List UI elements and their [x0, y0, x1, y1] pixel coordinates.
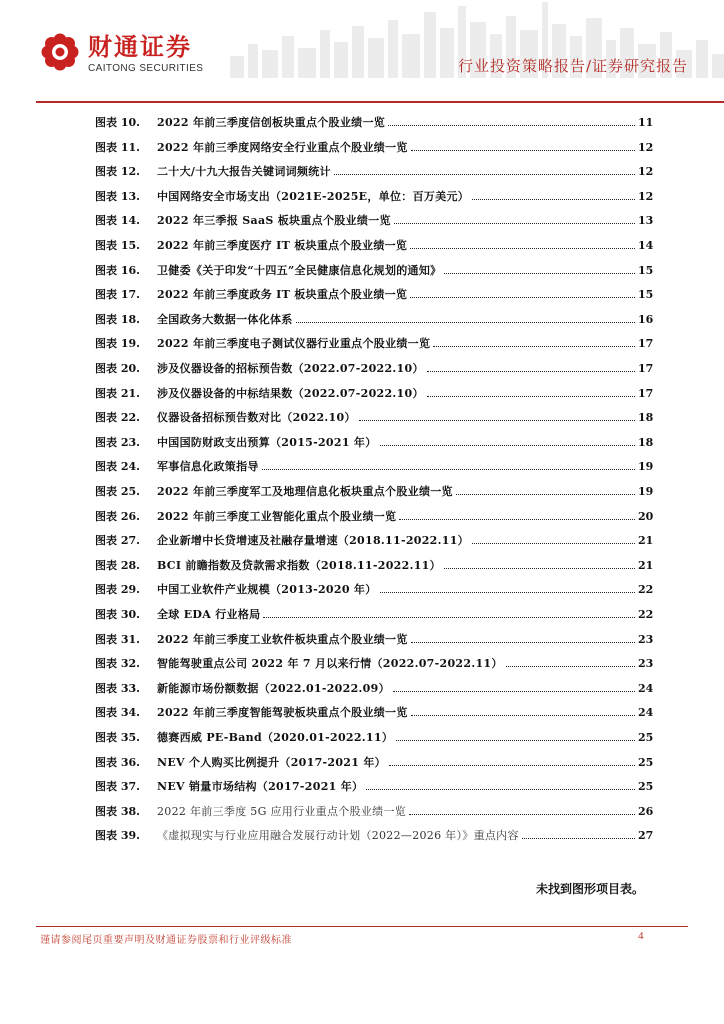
- dot-leader: [262, 457, 635, 470]
- figure-title: 2022 年前三季度军工及地理信息化板块重点个股业绩一览: [157, 485, 453, 498]
- figure-entry[interactable]: [95, 531, 652, 549]
- dot-leader: [411, 138, 635, 151]
- figure-number: 图表 36.: [95, 755, 140, 769]
- figure-entry[interactable]: [95, 359, 652, 377]
- dot-leader: [263, 605, 635, 618]
- figure-title: 新能源市场份额数据（2022.01-2022.09）: [157, 681, 390, 695]
- figure-number: 图表 13.: [95, 189, 140, 203]
- figure-title: 2022 年前三季度政务 IT 板块重点个股业绩一览: [157, 288, 408, 302]
- no-figures-message: 未找到图形项目表。: [535, 882, 644, 896]
- figure-page-number: 20: [638, 509, 654, 523]
- header-divider: [36, 101, 724, 103]
- figure-number: 图表 25.: [95, 485, 140, 498]
- figure-number: 图表 33.: [95, 681, 140, 695]
- figure-page-number: 15: [638, 288, 654, 302]
- figure-entry[interactable]: [95, 457, 652, 475]
- dot-leader: [380, 580, 635, 593]
- page-header: [0, 0, 724, 104]
- figure-entry[interactable]: [95, 826, 652, 844]
- figure-page-number: 17: [638, 386, 654, 400]
- figure-title: 2022 年前三季度电子测试仪器行业重点个股业绩一览: [157, 337, 431, 351]
- figure-title: 涉及仪器设备的中标结果数（2022.07-2022.10）: [157, 386, 424, 400]
- figure-page-number: 24: [638, 681, 654, 695]
- figure-page-number: 25: [638, 755, 654, 769]
- figure-page-number: 17: [638, 337, 654, 351]
- figure-title: 企业新增中长贷增速及社融存量增速（2018.11-2022.11）: [157, 534, 469, 548]
- dot-leader: [472, 531, 635, 544]
- figure-entry[interactable]: [95, 162, 652, 180]
- dot-leader: [444, 261, 635, 274]
- figure-number: 图表 28.: [95, 558, 140, 572]
- figure-number: 图表 27.: [95, 534, 140, 548]
- figure-page-number: 18: [638, 435, 654, 449]
- figure-number: 图表 14.: [95, 214, 140, 228]
- dot-leader: [388, 113, 635, 126]
- footer-disclaimer: 谨请参阅尾页重要声明及财通证券股票和行业评级标准: [40, 935, 292, 946]
- figure-entry[interactable]: [95, 187, 652, 205]
- dot-leader: [394, 211, 635, 224]
- report-type: 行业投资策略报告/证券研究报告: [457, 57, 688, 75]
- figure-entry[interactable]: [95, 334, 652, 352]
- figure-entry[interactable]: [95, 703, 652, 721]
- dot-leader: [427, 384, 635, 397]
- figure-page-number: 21: [638, 558, 654, 572]
- figure-title: NEV 销量市场结构（2017-2021 年）: [157, 780, 364, 794]
- figure-entry[interactable]: [95, 802, 652, 820]
- dot-leader: [456, 482, 635, 495]
- figure-title: 2022 年前三季度智能驾驶板块重点个股业绩一览: [157, 706, 408, 720]
- dot-leader: [506, 654, 635, 667]
- figure-number: 图表 11.: [95, 140, 140, 154]
- brand-name-en: CAITONG SECURITIES: [88, 63, 204, 74]
- figure-page-number: 12: [638, 165, 654, 179]
- dot-leader: [393, 679, 635, 692]
- dot-leader: [334, 162, 635, 175]
- figure-entry[interactable]: [95, 310, 652, 328]
- figure-page-number: 13: [638, 214, 654, 228]
- dot-leader: [411, 703, 635, 716]
- dot-leader: [359, 408, 635, 421]
- dot-leader: [389, 753, 635, 766]
- figure-entry[interactable]: [95, 753, 652, 771]
- figure-entry[interactable]: [95, 654, 652, 672]
- figure-page-number: 17: [638, 362, 654, 375]
- figure-entry[interactable]: [95, 433, 652, 451]
- figure-entry[interactable]: [95, 556, 652, 574]
- figure-page-number: 23: [638, 632, 654, 646]
- figure-page-number: 25: [638, 780, 654, 794]
- figure-number: 图表 39.: [95, 829, 140, 843]
- dot-leader: [411, 630, 635, 643]
- brand-name-cn: 财通证券: [88, 33, 192, 61]
- figure-number: 图表 21.: [95, 386, 140, 400]
- figure-number: 图表 34.: [95, 706, 140, 720]
- figure-number: 图表 17.: [95, 288, 140, 302]
- figure-entry[interactable]: [95, 384, 652, 402]
- dot-leader: [396, 728, 635, 741]
- dot-leader: [522, 826, 635, 839]
- figure-page-number: 12: [638, 140, 654, 154]
- figure-title: 2022 年前三季度 5G 应用行业重点个股业绩一览: [157, 804, 407, 818]
- figure-page-number: 23: [638, 657, 654, 671]
- figure-entry[interactable]: [95, 777, 652, 795]
- figure-number: 图表 24.: [95, 460, 140, 474]
- dot-leader: [444, 556, 635, 569]
- figure-entry[interactable]: [95, 408, 652, 426]
- dot-leader: [433, 334, 635, 347]
- dot-leader: [380, 433, 635, 446]
- figure-title: 中国国防财政支出预算（2015-2021 年）: [157, 435, 377, 449]
- figure-page-number: 12: [638, 189, 654, 203]
- figure-title: 中国工业软件产业规模（2013-2020 年）: [157, 583, 377, 597]
- figure-number: 图表 29.: [95, 583, 140, 597]
- figure-number: 图表 20.: [95, 362, 140, 375]
- figure-entry[interactable]: [95, 236, 652, 254]
- dot-leader: [472, 187, 635, 200]
- figure-number: 图表 38.: [95, 804, 140, 818]
- dot-leader: [409, 802, 635, 815]
- figure-title: 德赛西威 PE-Band（2020.01-2022.11）: [157, 731, 394, 744]
- figure-page-number: 14: [638, 239, 654, 252]
- figure-number: 图表 30.: [95, 608, 140, 621]
- figure-number: 图表 18.: [95, 312, 140, 326]
- figure-entry[interactable]: [95, 679, 652, 697]
- figure-page-number: 22: [638, 583, 654, 597]
- dot-leader: [410, 236, 635, 249]
- figure-title: 全国政务大数据一体化体系: [157, 312, 293, 326]
- figure-page-number: 24: [638, 706, 654, 720]
- figure-entry[interactable]: [95, 138, 652, 156]
- figure-title: 二十大/十九大报告关键词词频统计: [157, 165, 331, 179]
- figure-title: 中国网络安全市场支出（2021E-2025E，单位：百万美元）: [157, 189, 470, 203]
- figure-number: 图表 15.: [95, 239, 140, 252]
- figure-entry[interactable]: [95, 211, 652, 229]
- caitong-logo-icon: [40, 32, 80, 72]
- figure-entry[interactable]: [95, 605, 652, 623]
- dot-leader: [366, 777, 635, 790]
- figure-title: 2022 年前三季度网络安全行业重点个股业绩一览: [157, 140, 408, 154]
- figure-title: 2022 年前三季度信创板块重点个股业绩一览: [157, 116, 386, 129]
- figure-number: 图表 12.: [95, 165, 140, 179]
- figure-page-number: 19: [638, 460, 654, 474]
- figure-page-number: 11: [638, 116, 654, 129]
- figure-number: 图表 26.: [95, 509, 140, 523]
- figure-number: 图表 35.: [95, 731, 140, 744]
- figure-page-number: 19: [638, 485, 654, 498]
- figure-number: 图表 16.: [95, 263, 140, 277]
- figure-page-number: 22: [638, 608, 654, 621]
- figure-title: NEV 个人购买比例提升（2017-2021 年）: [157, 755, 386, 769]
- figure-entry[interactable]: [95, 507, 652, 525]
- figure-title: 2022 年三季报 SaaS 板块重点个股业绩一览: [157, 214, 391, 228]
- figure-title: BCI 前瞻指数及贷款需求指数（2018.11-2022.11）: [157, 558, 441, 572]
- figure-entry[interactable]: [95, 482, 652, 500]
- footer-divider: [36, 926, 688, 927]
- figure-number: 图表 19.: [95, 337, 140, 351]
- figure-number: 图表 32.: [95, 657, 140, 671]
- page-number: 4: [638, 930, 644, 942]
- figure-title: 仪器设备招标预告数对比（2022.10）: [157, 411, 356, 425]
- figure-title: 智能驾驶重点公司 2022 年 7 月以来行情（2022.07-2022.11）: [157, 657, 503, 671]
- figure-page-number: 15: [638, 263, 654, 277]
- figure-entry[interactable]: [95, 580, 652, 598]
- figure-title: 卫健委《关于印发“十四五”全民健康信息化规划的通知》: [157, 263, 442, 277]
- figure-number: 图表 10.: [95, 116, 140, 129]
- figure-number: 图表 22.: [95, 411, 140, 425]
- figure-page-number: 26: [638, 804, 654, 818]
- figure-number: 图表 37.: [95, 780, 140, 794]
- figure-title: 2022 年前三季度工业智能化重点个股业绩一览: [157, 509, 397, 523]
- figure-page-number: 27: [638, 829, 654, 843]
- figure-entry[interactable]: [95, 630, 652, 648]
- figure-title: 涉及仪器设备的招标预告数（2022.07-2022.10）: [157, 362, 424, 375]
- figure-page-number: 25: [638, 731, 654, 744]
- figure-number: 图表 23.: [95, 435, 140, 449]
- figure-title: 2022 年前三季度医疗 IT 板块重点个股业绩一览: [157, 239, 408, 252]
- figure-entry[interactable]: [95, 728, 652, 746]
- figure-page-number: 18: [638, 411, 654, 425]
- figure-page-number: 21: [638, 534, 654, 548]
- figure-entry[interactable]: [95, 285, 652, 303]
- figure-number: 图表 31.: [95, 632, 140, 646]
- figure-title: 军事信息化政策指导: [157, 460, 259, 474]
- dot-leader: [399, 507, 635, 520]
- figure-title: 《虚拟现实与行业应用融合发展行动计划（2022—2026 年）》重点内容: [157, 829, 519, 843]
- figure-page-number: 16: [638, 312, 654, 326]
- dot-leader: [296, 310, 635, 323]
- figure-title: 全球 EDA 行业格局: [157, 608, 261, 621]
- figure-entry[interactable]: [95, 113, 652, 131]
- dot-leader: [427, 359, 635, 372]
- dot-leader: [410, 285, 635, 298]
- figure-entry[interactable]: [95, 261, 652, 279]
- figure-title: 2022 年前三季度工业软件板块重点个股业绩一览: [157, 632, 408, 646]
